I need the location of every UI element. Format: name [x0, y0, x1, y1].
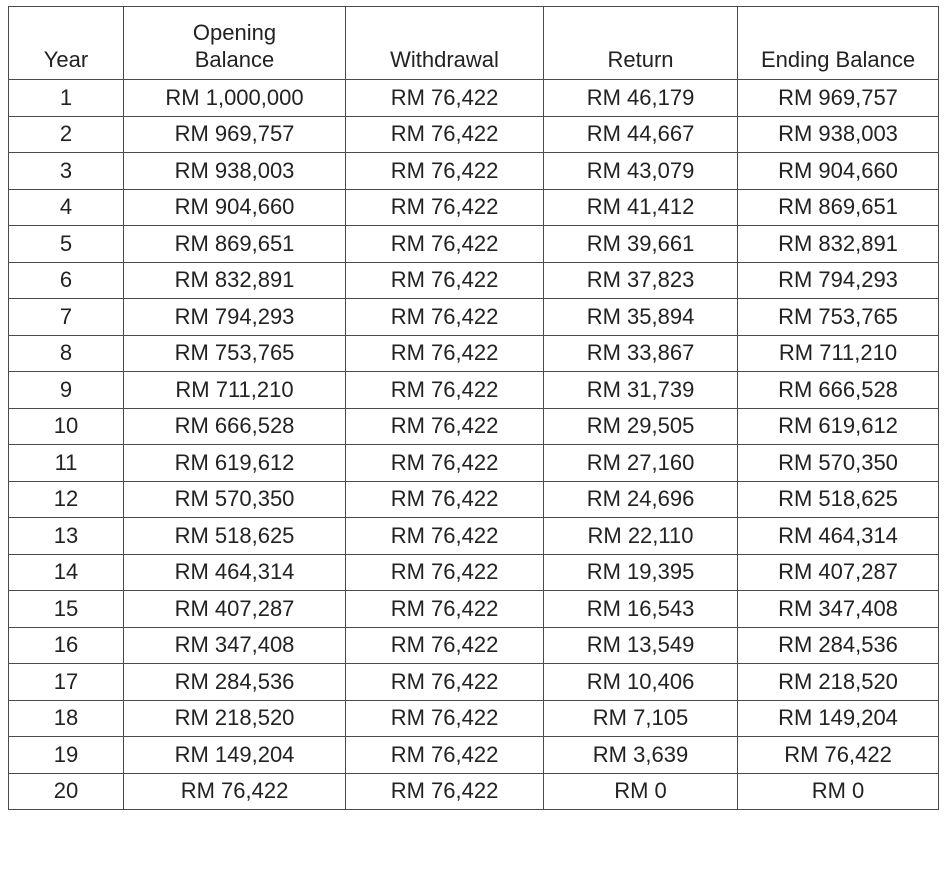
withdrawal-cell: RM 76,422 — [346, 153, 544, 190]
withdrawal-cell: RM 76,422 — [346, 299, 544, 336]
year-cell: 19 — [9, 737, 124, 774]
year-cell: 8 — [9, 335, 124, 372]
year-cell: 7 — [9, 299, 124, 336]
withdrawal-cell: RM 76,422 — [346, 554, 544, 591]
ending-balance-cell: RM 218,520 — [738, 664, 939, 701]
table-row — [9, 226, 939, 263]
opening-balance-cell: RM 904,660 — [124, 189, 346, 226]
withdrawal-cell: RM 76,422 — [346, 664, 544, 701]
header-row — [9, 7, 939, 80]
ending-balance-cell: RM 347,408 — [738, 591, 939, 628]
ending-balance-cell: RM 284,536 — [738, 627, 939, 664]
return-cell: RM 13,549 — [544, 627, 738, 664]
year-cell: 9 — [9, 372, 124, 409]
opening-balance-cell: RM 938,003 — [124, 153, 346, 190]
year-cell: 3 — [9, 153, 124, 190]
opening-balance-cell: RM 570,350 — [124, 481, 346, 518]
opening-balance-cell: RM 666,528 — [124, 408, 346, 445]
return-cell: RM 37,823 — [544, 262, 738, 299]
withdrawal-cell: RM 76,422 — [346, 116, 544, 153]
return-cell: RM 46,179 — [544, 80, 738, 117]
opening-balance-cell: RM 1,000,000 — [124, 80, 346, 117]
opening-balance-cell: RM 832,891 — [124, 262, 346, 299]
table-row — [9, 481, 939, 518]
table-row — [9, 408, 939, 445]
return-cell: RM 29,505 — [544, 408, 738, 445]
table-row — [9, 627, 939, 664]
table-row — [9, 372, 939, 409]
opening-balance-cell: RM 464,314 — [124, 554, 346, 591]
return-cell: RM 16,543 — [544, 591, 738, 628]
withdrawal-schedule-table-container — [8, 6, 938, 810]
ending-balance-cell: RM 149,204 — [738, 700, 939, 737]
opening-balance-cell: RM 218,520 — [124, 700, 346, 737]
ending-balance-cell: RM 407,287 — [738, 554, 939, 591]
year-cell: 11 — [9, 445, 124, 482]
withdrawal-cell: RM 76,422 — [346, 80, 544, 117]
opening-balance-cell: RM 76,422 — [124, 773, 346, 810]
ending-balance-cell: RM 570,350 — [738, 445, 939, 482]
opening-balance-cell: RM 753,765 — [124, 335, 346, 372]
year-cell: 1 — [9, 80, 124, 117]
year-cell: 10 — [9, 408, 124, 445]
table-body — [9, 80, 939, 810]
table-row — [9, 591, 939, 628]
withdrawal-cell: RM 76,422 — [346, 518, 544, 555]
return-cell: RM 31,739 — [544, 372, 738, 409]
return-cell: RM 41,412 — [544, 189, 738, 226]
ending-balance-cell: RM 464,314 — [738, 518, 939, 555]
ending-balance-cell: RM 518,625 — [738, 481, 939, 518]
ending-balance-cell: RM 904,660 — [738, 153, 939, 190]
header-return: Return — [544, 7, 738, 80]
year-cell: 14 — [9, 554, 124, 591]
year-cell: 15 — [9, 591, 124, 628]
header-withdrawal: Withdrawal — [346, 7, 544, 80]
return-cell: RM 3,639 — [544, 737, 738, 774]
withdrawal-cell: RM 76,422 — [346, 481, 544, 518]
withdrawal-cell: RM 76,422 — [346, 700, 544, 737]
withdrawal-schedule-table — [8, 6, 939, 810]
opening-balance-cell: RM 407,287 — [124, 591, 346, 628]
ending-balance-cell: RM 619,612 — [738, 408, 939, 445]
table-row — [9, 80, 939, 117]
year-cell: 2 — [9, 116, 124, 153]
withdrawal-cell: RM 76,422 — [346, 372, 544, 409]
table-row — [9, 773, 939, 810]
return-cell: RM 24,696 — [544, 481, 738, 518]
year-cell: 12 — [9, 481, 124, 518]
withdrawal-cell: RM 76,422 — [346, 226, 544, 263]
header-opening-balance — [124, 7, 346, 80]
return-cell: RM 44,667 — [544, 116, 738, 153]
year-cell: 17 — [9, 664, 124, 701]
year-cell: 6 — [9, 262, 124, 299]
return-cell: RM 27,160 — [544, 445, 738, 482]
year-cell: 18 — [9, 700, 124, 737]
table-row — [9, 116, 939, 153]
withdrawal-cell: RM 76,422 — [346, 591, 544, 628]
ending-balance-cell: RM 869,651 — [738, 189, 939, 226]
return-cell: RM 7,105 — [544, 700, 738, 737]
ending-balance-cell: RM 938,003 — [738, 116, 939, 153]
opening-balance-cell: RM 518,625 — [124, 518, 346, 555]
opening-balance-cell: RM 969,757 — [124, 116, 346, 153]
ending-balance-cell: RM 0 — [738, 773, 939, 810]
year-cell: 5 — [9, 226, 124, 263]
year-cell: 20 — [9, 773, 124, 810]
table-row — [9, 664, 939, 701]
ending-balance-cell: RM 711,210 — [738, 335, 939, 372]
withdrawal-cell: RM 76,422 — [346, 189, 544, 226]
opening-balance-cell: RM 347,408 — [124, 627, 346, 664]
header-opening-balance-line2: Balance — [194, 47, 275, 72]
return-cell: RM 22,110 — [544, 518, 738, 555]
opening-balance-cell: RM 149,204 — [124, 737, 346, 774]
opening-balance-cell: RM 619,612 — [124, 445, 346, 482]
return-cell: RM 43,079 — [544, 153, 738, 190]
header-ending-balance: Ending Balance — [738, 7, 939, 80]
withdrawal-cell: RM 76,422 — [346, 262, 544, 299]
header-year: Year — [9, 7, 124, 80]
header-opening-balance-line1: Opening — [192, 20, 277, 45]
ending-balance-cell: RM 794,293 — [738, 262, 939, 299]
withdrawal-cell: RM 76,422 — [346, 408, 544, 445]
withdrawal-cell: RM 76,422 — [346, 773, 544, 810]
return-cell: RM 19,395 — [544, 554, 738, 591]
table-row — [9, 299, 939, 336]
opening-balance-cell: RM 284,536 — [124, 664, 346, 701]
year-cell: 13 — [9, 518, 124, 555]
ending-balance-cell: RM 832,891 — [738, 226, 939, 263]
withdrawal-cell: RM 76,422 — [346, 445, 544, 482]
table-row — [9, 737, 939, 774]
withdrawal-cell: RM 76,422 — [346, 627, 544, 664]
opening-balance-cell: RM 711,210 — [124, 372, 346, 409]
ending-balance-cell: RM 76,422 — [738, 737, 939, 774]
opening-balance-cell: RM 869,651 — [124, 226, 346, 263]
withdrawal-cell: RM 76,422 — [346, 335, 544, 372]
year-cell: 16 — [9, 627, 124, 664]
table-row — [9, 189, 939, 226]
table-row — [9, 554, 939, 591]
table-row — [9, 153, 939, 190]
withdrawal-cell: RM 76,422 — [346, 737, 544, 774]
table-row — [9, 700, 939, 737]
ending-balance-cell: RM 969,757 — [738, 80, 939, 117]
table-row — [9, 335, 939, 372]
return-cell: RM 10,406 — [544, 664, 738, 701]
table-row — [9, 518, 939, 555]
table-header — [9, 7, 939, 80]
year-cell: 4 — [9, 189, 124, 226]
return-cell: RM 35,894 — [544, 299, 738, 336]
ending-balance-cell: RM 666,528 — [738, 372, 939, 409]
ending-balance-cell: RM 753,765 — [738, 299, 939, 336]
table-row — [9, 262, 939, 299]
return-cell: RM 39,661 — [544, 226, 738, 263]
return-cell: RM 0 — [544, 773, 738, 810]
opening-balance-cell: RM 794,293 — [124, 299, 346, 336]
return-cell: RM 33,867 — [544, 335, 738, 372]
table-row — [9, 445, 939, 482]
